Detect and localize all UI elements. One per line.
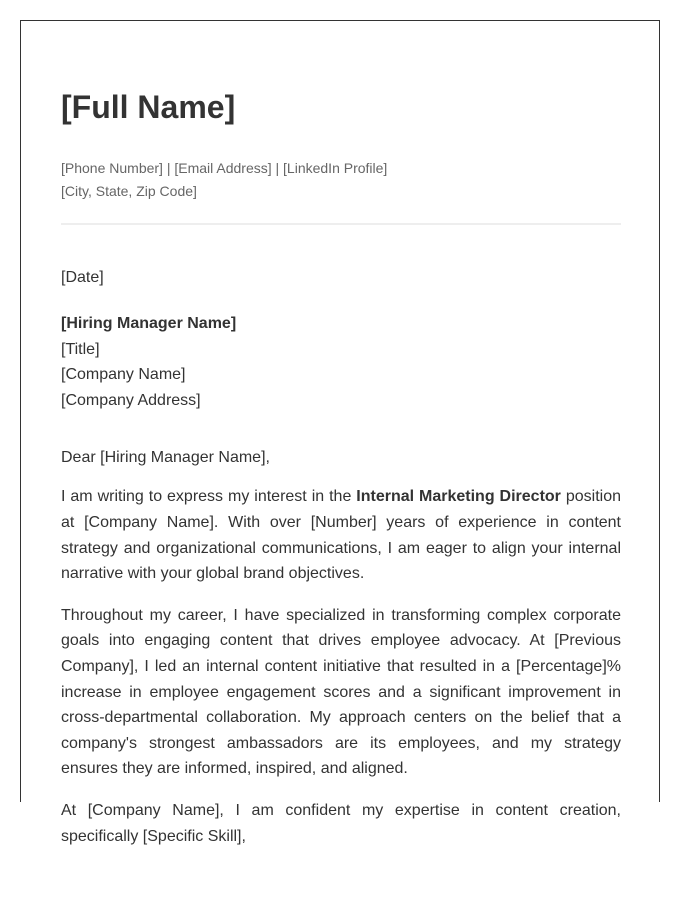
recipient-title: [Title] bbox=[61, 340, 100, 358]
para1-text-after: position at [Company Name]. With over [Number] years of experience in content strategy and organizational communications, I am eager to align your internal narrative with your global brand objectives. bbox=[61, 488, 622, 583]
para1-text-before: I am writing to express my interest in the bbox=[61, 488, 357, 506]
recipient-address: [Company Address] bbox=[61, 391, 201, 409]
body-paragraph-1 bbox=[61, 484, 621, 586]
recipient-block bbox=[61, 311, 621, 413]
letter-page bbox=[20, 20, 660, 845]
contact-line-phone-email-linkedin: [Phone Number] | [Email Address] | [LinkedIn Profile] bbox=[61, 160, 388, 176]
body-paragraph-2: Throughout my career, I have specialized in transforming complex corporate goals into engaging content that drives employee advocacy. At [Previous Company], I led an internal content initiative that resulted in a [Percentage]% increase in employee engagement scores and a significant improvement in cross-departmental collaboration. My approach centers on the belief that a company's strongest ambassadors are its employees, and my strategy ensures they are informed, inspired, and aligned. bbox=[61, 606, 621, 778]
recipient-name: [Hiring Manager Name] bbox=[61, 315, 237, 332]
contact-line-address: [City, State, Zip Code] bbox=[61, 183, 197, 199]
body-paragraph-3: At [Company Name], I am confident my expertise in content creation, specifically [Specific Skill], bbox=[61, 801, 621, 845]
recipient-company: [Company Name] bbox=[61, 366, 186, 384]
salutation: Dear [Hiring Manager Name], bbox=[61, 449, 270, 467]
header-divider bbox=[61, 223, 621, 225]
letter-content bbox=[61, 88, 621, 865]
full-name-heading: [Full Name] bbox=[61, 89, 236, 125]
letter-date: [Date] bbox=[61, 269, 104, 286]
position-title: Internal Marketing Director bbox=[356, 488, 561, 506]
contact-info bbox=[61, 157, 621, 203]
